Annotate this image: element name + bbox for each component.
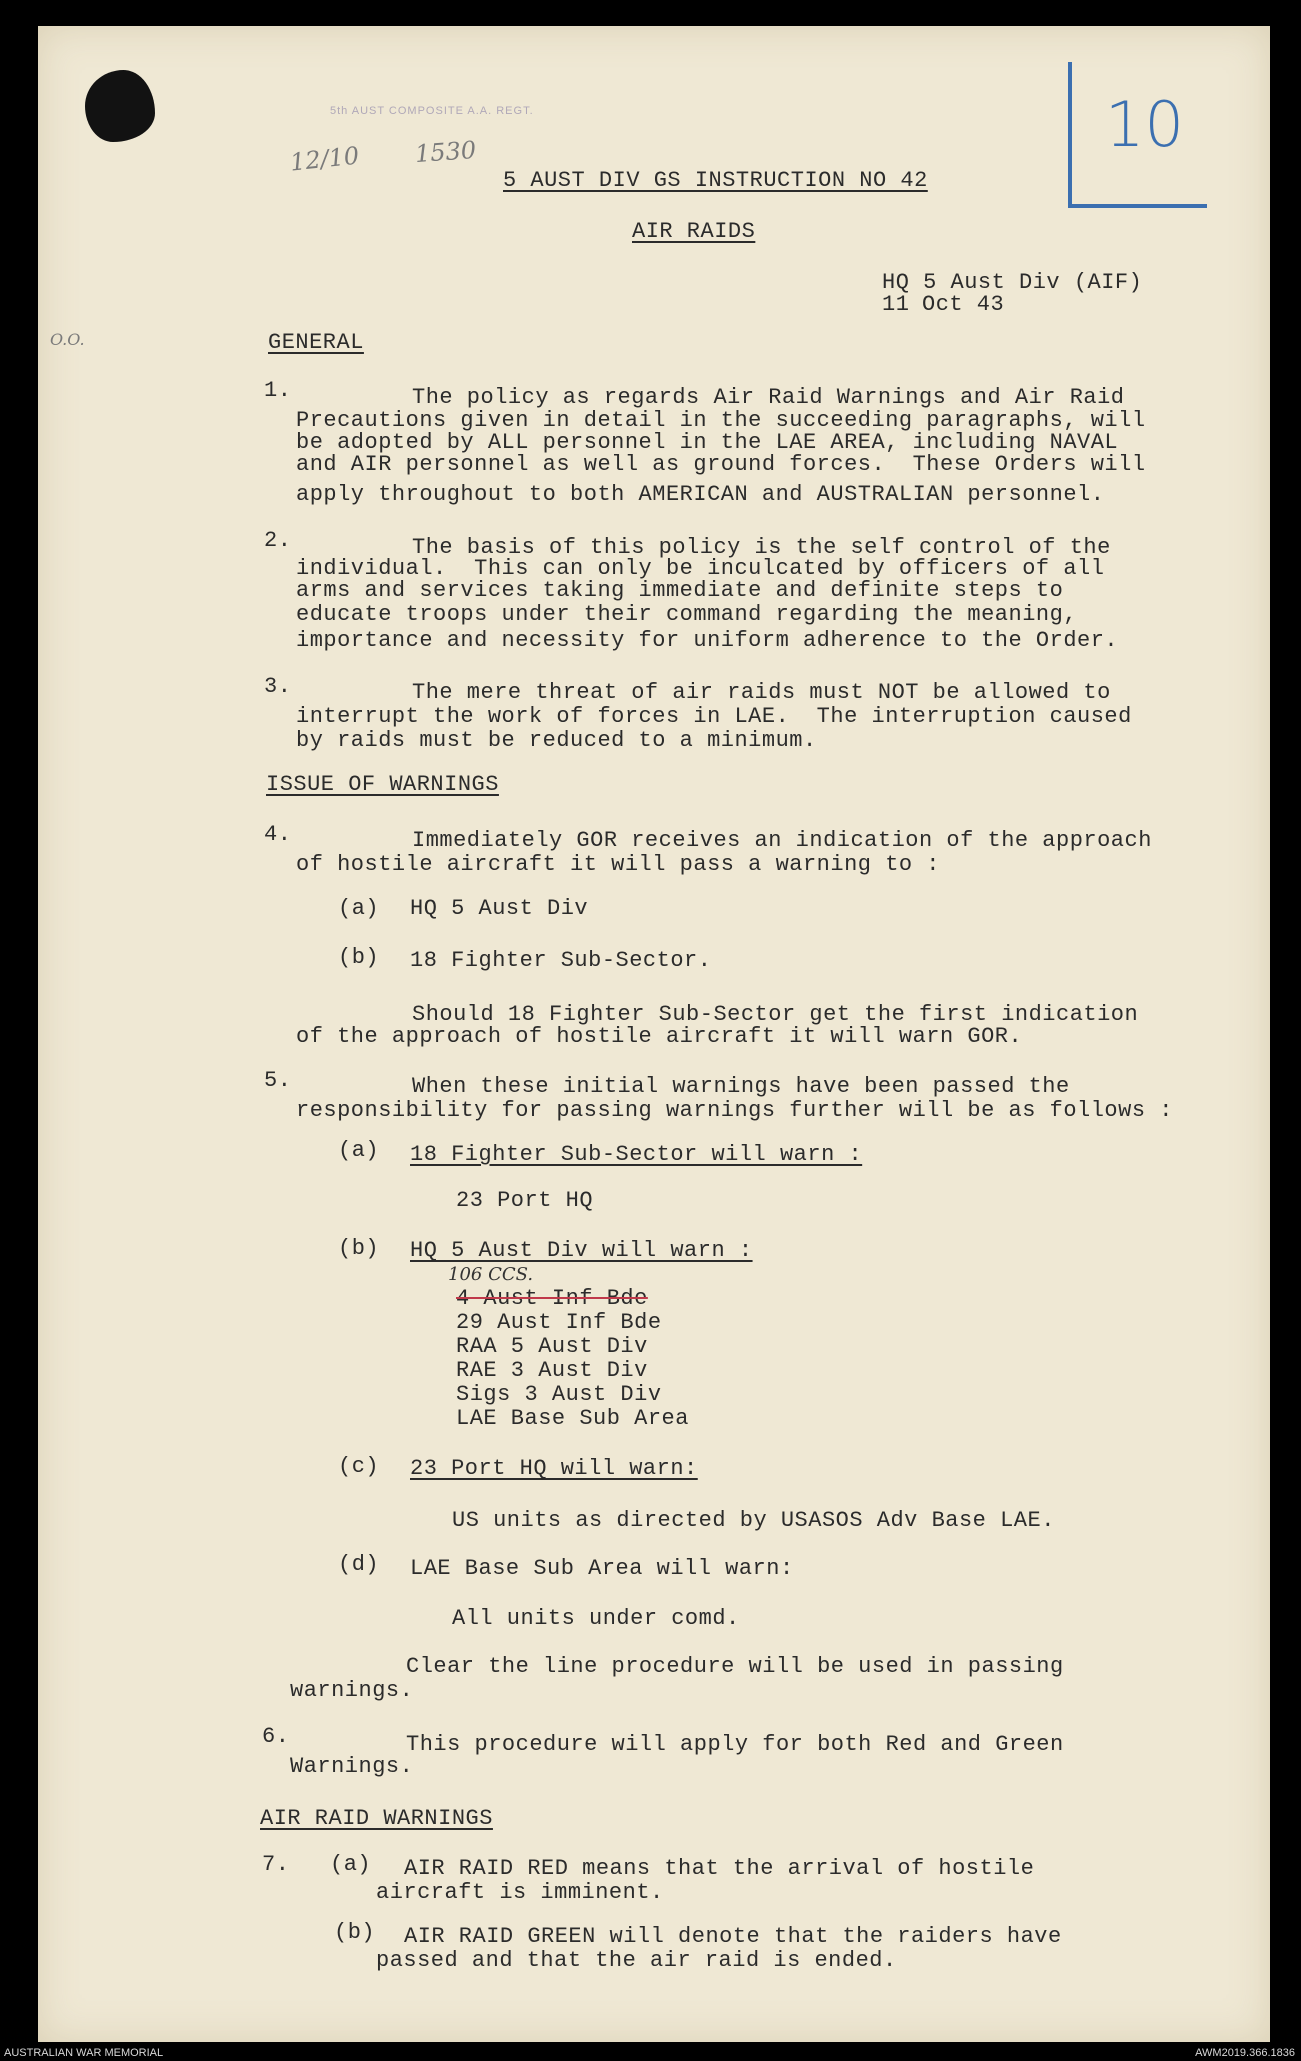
- unit-stamp: 5th AUST COMPOSITE A.A. REGT.: [330, 105, 534, 117]
- section-issue-of-warnings: ISSUE OF WARNINGS: [266, 772, 499, 797]
- para-line: by raids must be reduced to a minimum.: [296, 728, 817, 753]
- item-text: HQ 5 Aust Div: [410, 896, 589, 921]
- para-line: passed and that the air raid is ended.: [376, 1948, 897, 1973]
- handwritten-addition: 106 CCS.: [448, 1264, 534, 1285]
- item-text: LAE Base Sub Area will warn:: [410, 1556, 794, 1581]
- list-item: RAE 3 Aust Div: [456, 1358, 648, 1383]
- para-line: Should 18 Fighter Sub-Sector get the first indication: [412, 1002, 1139, 1027]
- list-item: Sigs 3 Aust Div: [456, 1382, 662, 1407]
- para-number: 1.: [264, 378, 292, 403]
- footer-accession: AWM2019.366.1836: [1195, 2047, 1295, 2059]
- item-text: 18 Fighter Sub-Sector will warn :: [410, 1142, 863, 1167]
- para-line: interrupt the work of forces in LAE. The interruption caused: [296, 704, 1132, 729]
- item-sub: US units as directed by USASOS Adv Base LAE.: [452, 1508, 1055, 1533]
- para-line: of the approach of hostile aircraft it will warn GOR.: [296, 1024, 1023, 1049]
- para-number: 4.: [264, 822, 292, 847]
- ink-blot: [85, 70, 155, 142]
- list-item: LAE Base Sub Area: [456, 1406, 689, 1431]
- item-text: 18 Fighter Sub-Sector.: [410, 948, 712, 973]
- para-line: AIR RAID RED means that the arrival of hostile: [404, 1856, 1035, 1881]
- hq-date: Oct 43: [922, 292, 1005, 317]
- item-text: HQ 5 Aust Div will warn :: [410, 1238, 753, 1263]
- para-number: 5.: [264, 1068, 292, 1093]
- struck-item: 4 Aust Inf Bde: [456, 1286, 648, 1311]
- hq-date-mark: 11: [882, 292, 910, 317]
- item-sub: All units under comd.: [452, 1606, 740, 1631]
- para-number: 7.: [262, 1852, 290, 1877]
- handwritten-date: 12/10: [288, 141, 361, 177]
- margin-initials: O.O.: [50, 330, 85, 349]
- para-line: apply throughout to both AMERICAN and AUSTRALIAN personnel.: [296, 482, 1105, 507]
- para-line: Clear the line procedure will be used in passing: [406, 1654, 1064, 1679]
- para-number: 6.: [262, 1724, 290, 1749]
- item-label: (b): [334, 1920, 376, 1945]
- item-label: (b): [338, 1236, 380, 1261]
- para-line: responsibility for passing warnings further will be as follows :: [296, 1098, 1173, 1123]
- para-line: of hostile aircraft it will pass a warning to :: [296, 852, 941, 877]
- para-line: Warnings.: [290, 1754, 414, 1779]
- para-line: aircraft is imminent.: [376, 1880, 664, 1905]
- document-subtitle: AIR RAIDS: [632, 219, 756, 244]
- para-line: arms and services taking immediate and definite steps to: [296, 578, 1064, 603]
- para-line: Immediately GOR receives an indication of the approach: [412, 828, 1152, 853]
- hq-line: HQ 5 Aust Div (AIF): [882, 270, 1143, 295]
- item-label: (d): [338, 1552, 380, 1577]
- list-item: RAA 5 Aust Div: [456, 1334, 648, 1359]
- item-text: 23 Port HQ will warn:: [410, 1456, 698, 1481]
- para-number: 3.: [264, 674, 292, 699]
- item-label: (c): [338, 1454, 380, 1479]
- para-line: educate troops under their command regarding the meaning,: [296, 602, 1078, 627]
- para-line: importance and necessity for uniform adherence to the Order.: [296, 628, 1119, 653]
- page-number: 10: [1105, 88, 1184, 161]
- para-line: individual. This can only be inculcated by officers of all: [296, 556, 1105, 581]
- item-label: (a): [338, 1138, 380, 1163]
- para-line: warnings.: [290, 1678, 414, 1703]
- para-line: When these initial warnings have been passed the: [412, 1074, 1070, 1099]
- para-line: This procedure will apply for both Red and Green: [406, 1732, 1064, 1757]
- para-line: be adopted by ALL personnel in the LAE AREA, including NAVAL: [296, 430, 1119, 455]
- list-item: 29 Aust Inf Bde: [456, 1310, 662, 1335]
- item-sub: 23 Port HQ: [456, 1188, 594, 1213]
- document-title: 5 AUST DIV GS INSTRUCTION NO 42: [503, 168, 928, 193]
- item-label: (a): [338, 896, 380, 921]
- para-line: Precautions given in detail in the succeeding paragraphs, will: [296, 408, 1146, 433]
- item-label: (b): [338, 945, 380, 970]
- para-line: AIR RAID GREEN will denote that the raiders have: [404, 1924, 1062, 1949]
- para-line: The policy as regards Air Raid Warnings and Air Raid: [412, 385, 1125, 410]
- footer-credit: AUSTRALIAN WAR MEMORIAL: [4, 2047, 164, 2059]
- para-line: and AIR personnel as well as ground forces. These Orders will: [296, 452, 1146, 477]
- section-air-raid-warnings: AIR RAID WARNINGS: [260, 1806, 493, 1831]
- handwritten-time: 1530: [414, 135, 477, 169]
- section-general: GENERAL: [268, 330, 364, 355]
- item-label: (a): [330, 1852, 372, 1877]
- para-number: 2.: [264, 528, 292, 553]
- para-line: The basis of this policy is the self control of the: [412, 535, 1111, 560]
- para-line: The mere threat of air raids must NOT be allowed to: [412, 680, 1111, 705]
